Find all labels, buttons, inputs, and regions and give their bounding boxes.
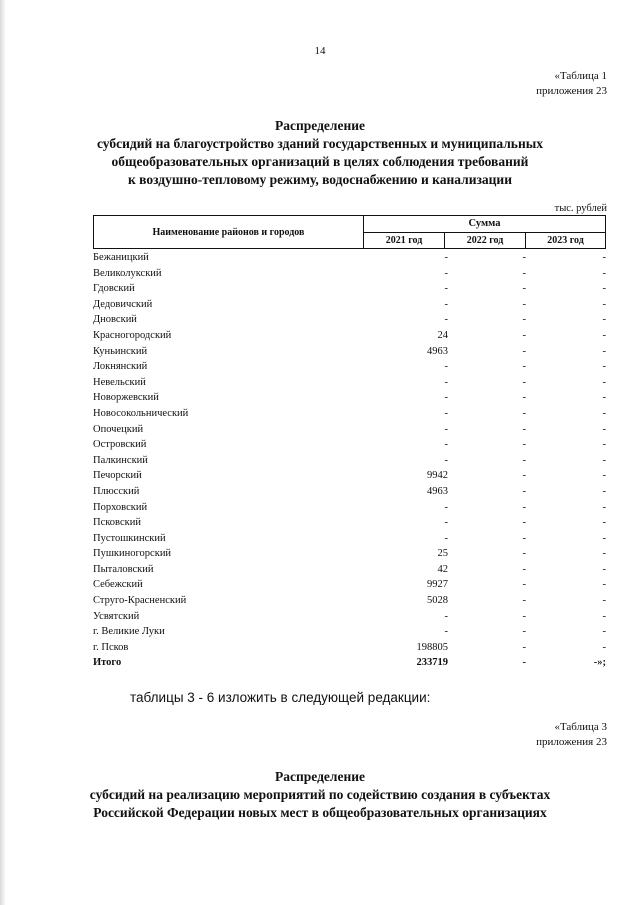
value-2022: - xyxy=(522,252,526,263)
value-2023: - xyxy=(602,610,606,622)
table-row xyxy=(93,609,606,625)
table-row xyxy=(93,453,606,469)
value-2022: - xyxy=(522,595,526,607)
value-2022: - xyxy=(522,314,526,326)
instruction-text: таблицы 3 - 6 изложить в следующей редакции: xyxy=(130,690,431,705)
district-name: Бежаницкий xyxy=(93,252,149,263)
value-2023: - xyxy=(602,501,606,513)
district-name: Итого xyxy=(93,657,122,669)
value-2023: - xyxy=(602,439,606,451)
value-2021: 4963 xyxy=(427,345,448,357)
table-row xyxy=(93,328,606,344)
value-2023: - xyxy=(602,517,606,529)
value-2022: - xyxy=(522,267,526,279)
value-2022: - xyxy=(522,517,526,529)
value-2023: - xyxy=(602,298,606,310)
district-name: Локнянский xyxy=(93,361,148,373)
table1-header xyxy=(93,215,606,249)
value-2022: - xyxy=(522,610,526,622)
value-2023: - xyxy=(602,641,606,653)
value-2023: - xyxy=(602,329,606,341)
value-2021: - xyxy=(444,314,448,326)
value-2023: - xyxy=(602,267,606,279)
table-row xyxy=(93,390,606,406)
header-year-2023: 2023 год xyxy=(547,235,584,246)
value-2021: 42 xyxy=(437,563,448,575)
table-row xyxy=(93,531,606,547)
value-2021: - xyxy=(444,267,448,279)
district-name: г. Великие Луки xyxy=(93,626,165,638)
district-name: Струго-Красненский xyxy=(93,595,187,607)
table3-title-line: Распределение xyxy=(274,769,366,784)
value-2022: - xyxy=(522,407,526,419)
table1-title xyxy=(0,117,640,189)
table-row xyxy=(93,624,606,640)
table3-ref-line2: приложения 23 xyxy=(536,736,607,748)
table-row xyxy=(93,375,606,391)
value-2022: - xyxy=(522,329,526,341)
table-row xyxy=(93,484,606,500)
value-2022: - xyxy=(522,485,526,497)
header-name-column: Наименование районов и городов xyxy=(94,216,364,248)
value-2023: - xyxy=(602,392,606,404)
value-2021: 9927 xyxy=(427,579,448,591)
district-name: Новоржевский xyxy=(93,392,159,404)
value-2021: - xyxy=(444,626,448,638)
district-name: Невельский xyxy=(93,376,146,388)
district-name: Гдовский xyxy=(93,283,135,295)
district-name: Великолукский xyxy=(93,267,162,279)
value-2023: - xyxy=(602,485,606,497)
value-2023: - xyxy=(602,283,606,295)
value-2021: 5028 xyxy=(427,595,448,607)
value-2021: - xyxy=(444,361,448,373)
value-2022: - xyxy=(522,579,526,591)
district-name: Красногородский xyxy=(93,329,172,341)
table-row xyxy=(93,297,606,313)
district-name: Островский xyxy=(93,439,147,451)
value-2022: - xyxy=(522,641,526,653)
table-row xyxy=(93,281,606,297)
district-name: Дедовичский xyxy=(93,298,153,310)
table1-title-line: общеобразовательных организаций в целях соблюдения требований xyxy=(111,154,529,169)
value-2022: - xyxy=(522,392,526,404)
value-2021: - xyxy=(444,423,448,435)
table1-body xyxy=(93,250,606,671)
header-year-2022: 2022 год xyxy=(445,233,526,248)
value-2021: - xyxy=(444,376,448,388)
value-2022: - xyxy=(522,563,526,575)
value-2021: - xyxy=(444,283,448,295)
value-2022: - xyxy=(522,376,526,388)
value-2021: - xyxy=(444,610,448,622)
table3-ref-line1: «Таблица 3 xyxy=(554,721,607,733)
value-2023: - xyxy=(602,579,606,591)
table-row xyxy=(93,500,606,516)
value-2021: - xyxy=(444,501,448,513)
table1-ref-line1: «Таблица 1 xyxy=(554,70,607,82)
value-2021: - xyxy=(444,392,448,404)
value-2022: - xyxy=(522,454,526,466)
district-name: Дновский xyxy=(93,314,137,326)
table-row xyxy=(93,344,606,360)
value-2023: - xyxy=(602,314,606,326)
value-2023: - xyxy=(602,376,606,388)
district-name: Палкинский xyxy=(93,454,148,466)
value-2023: - xyxy=(602,361,606,373)
table1-title-line: субсидий на благоустройство зданий государственных и муниципальных xyxy=(96,136,544,151)
table-row xyxy=(93,422,606,438)
value-2021: 233719 xyxy=(416,657,448,669)
value-2021: 24 xyxy=(437,329,448,341)
table1-reference xyxy=(536,69,607,99)
district-name: Усвятский xyxy=(93,610,140,622)
district-name: Печорский xyxy=(93,470,142,482)
district-name: Пыталовский xyxy=(93,563,154,575)
value-2023: - xyxy=(602,626,606,638)
table-row xyxy=(93,266,606,282)
table-row xyxy=(93,640,606,656)
table-row xyxy=(93,562,606,578)
table3-title xyxy=(0,768,640,822)
table-row xyxy=(93,593,606,609)
table-row xyxy=(93,546,606,562)
value-2022: - xyxy=(522,439,526,451)
table1-title-line: Распределение xyxy=(274,118,366,133)
value-2022: - xyxy=(522,345,526,357)
table-row xyxy=(93,437,606,453)
value-2022: - xyxy=(522,361,526,373)
district-name: Порховский xyxy=(93,501,148,513)
district-name: г. Псков xyxy=(93,641,129,653)
page-number: 14 xyxy=(314,45,326,57)
value-2022: - xyxy=(522,423,526,435)
value-2023: -»; xyxy=(593,657,606,669)
header-sum-column: Сумма xyxy=(364,216,605,233)
district-name: Опочецкий xyxy=(93,423,144,435)
value-2023: - xyxy=(602,595,606,607)
table1-title-line: к воздушно-тепловому режиму, водоснабжению и канализации xyxy=(127,172,512,187)
district-name: Куньинский xyxy=(93,345,148,357)
value-2022: - xyxy=(522,298,526,310)
value-2022: - xyxy=(522,532,526,544)
value-2023: - xyxy=(602,345,606,357)
value-2022: - xyxy=(522,657,526,669)
district-name: Псковский xyxy=(93,517,141,529)
value-2023: - xyxy=(602,407,606,419)
district-name: Пушкиногорский xyxy=(93,548,172,560)
value-2021: - xyxy=(444,439,448,451)
table-row xyxy=(93,359,606,375)
value-2021: 25 xyxy=(437,548,448,560)
table3-reference xyxy=(536,720,607,750)
value-2023: - xyxy=(602,423,606,435)
value-2022: - xyxy=(522,548,526,560)
value-2021: - xyxy=(444,532,448,544)
value-2023: - xyxy=(602,252,606,263)
table-row xyxy=(93,312,606,328)
value-2021: - xyxy=(444,298,448,310)
value-2023: - xyxy=(602,548,606,560)
value-2023: - xyxy=(602,563,606,575)
district-name: Плюсский xyxy=(93,485,140,497)
table3-title-line: Российской Федерации новых мест в общеобразовательных организациях xyxy=(93,805,547,820)
table-row xyxy=(93,468,606,484)
value-2021: 4963 xyxy=(427,485,448,497)
district-name: Новосокольнический xyxy=(93,407,189,419)
table-total-row xyxy=(93,655,606,671)
district-name: Пустошкинский xyxy=(93,532,166,544)
value-2021: - xyxy=(444,407,448,419)
table3-title-line: субсидий на реализацию мероприятий по содействию создания в субъектах xyxy=(89,787,551,802)
value-2022: - xyxy=(522,283,526,295)
table1-ref-line2: приложения 23 xyxy=(536,85,607,97)
value-2022: - xyxy=(522,626,526,638)
header-year-2021: 2021 год xyxy=(364,233,445,248)
value-2023: - xyxy=(602,532,606,544)
value-2021: 198805 xyxy=(416,641,448,653)
value-2021: - xyxy=(444,454,448,466)
value-2023: - xyxy=(602,454,606,466)
value-2023: - xyxy=(602,470,606,482)
value-2021: 9942 xyxy=(427,470,448,482)
table-row xyxy=(93,406,606,422)
table-row xyxy=(93,577,606,593)
units-label: тыс. рублей xyxy=(554,203,607,214)
value-2021: - xyxy=(444,252,448,263)
value-2022: - xyxy=(522,470,526,482)
table-row xyxy=(93,515,606,531)
table-row xyxy=(93,250,606,266)
district-name: Себежский xyxy=(93,579,143,591)
value-2021: - xyxy=(444,517,448,529)
value-2022: - xyxy=(522,501,526,513)
